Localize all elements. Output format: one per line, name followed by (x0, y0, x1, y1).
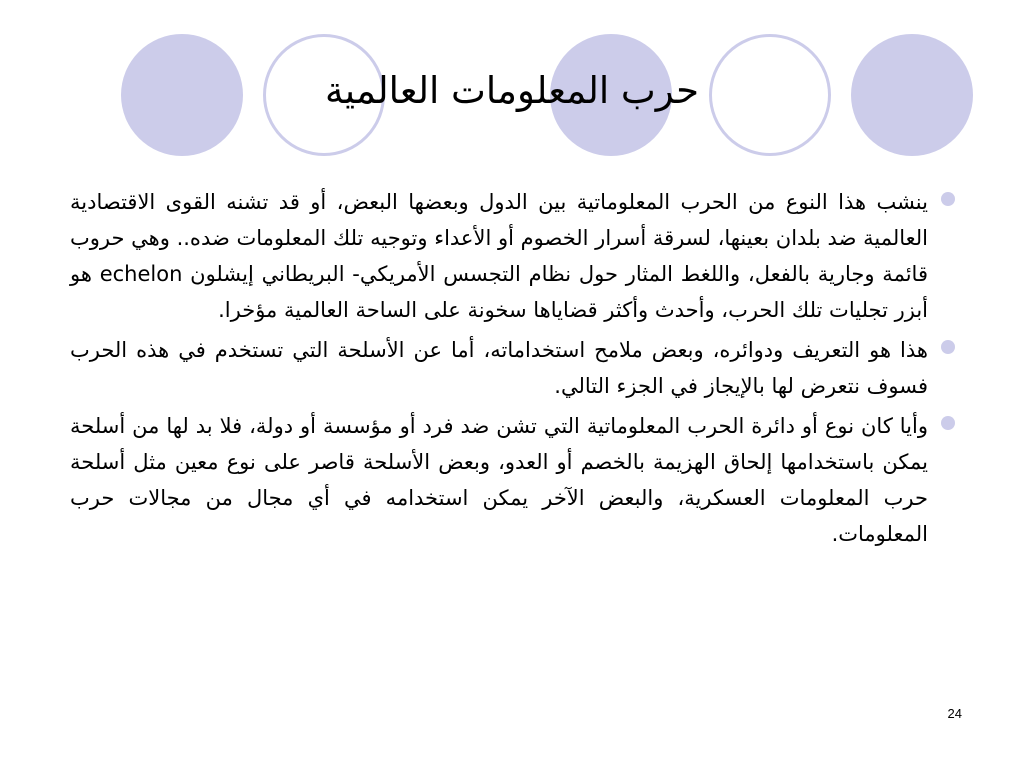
bullet-marker (941, 192, 955, 206)
bullet-marker (941, 416, 955, 430)
bullet-text-2: هذا هو التعريف ودوائره، وبعض ملامح استخداماته، أما عن الأسلحة التي تستخدم في هذه الحرب فسوف نتعرض لها بالإيجاز في الجزء التالي. (70, 338, 928, 398)
page-number: 24 (947, 706, 962, 721)
bullet-item-1 (70, 184, 928, 328)
bullet-item-3 (70, 408, 928, 552)
bullet-marker (941, 340, 955, 354)
slide-title: حرب المعلومات العالمية (324, 69, 700, 112)
bullet-text-3: وأيا كان نوع أو دائرة الحرب المعلوماتية التي تشن ضد فرد أو مؤسسة أو دولة، فلا بد لها من أسلحة يمكن باستخدامها إلحاق الهزيمة بالخصم أو العدو، وبعض الأسلحة قاصر على نوع معين مثل أسلحة حرب المعلومات العسكرية، والبعض الآخر يمكن استخدامه في أي مجال من مجالات حرب المعلومات. (70, 414, 928, 546)
bullet-text-1: ينشب هذا النوع من الحرب المعلوماتية بين الدول وبعضها البعض، أو قد تشنه القوى الاقتصادية العالمية ضد بلدان بعينها، لسرقة أسرار الخصوم أو الأعداء وتوجيه تلك المعلومات ضده.. وهي حروب قائمة وجارية بالفعل، واللغط المثار حول نظام التجسس الأمريكي- البريطاني إيشلون echelon هو أبزر تجليات تلك الحرب، وأحدث وأكثر قضاياها سخونة على الساحة العالمية مؤخرا. (70, 190, 928, 322)
bullet-list (70, 184, 928, 556)
bullet-item-2 (70, 332, 928, 404)
